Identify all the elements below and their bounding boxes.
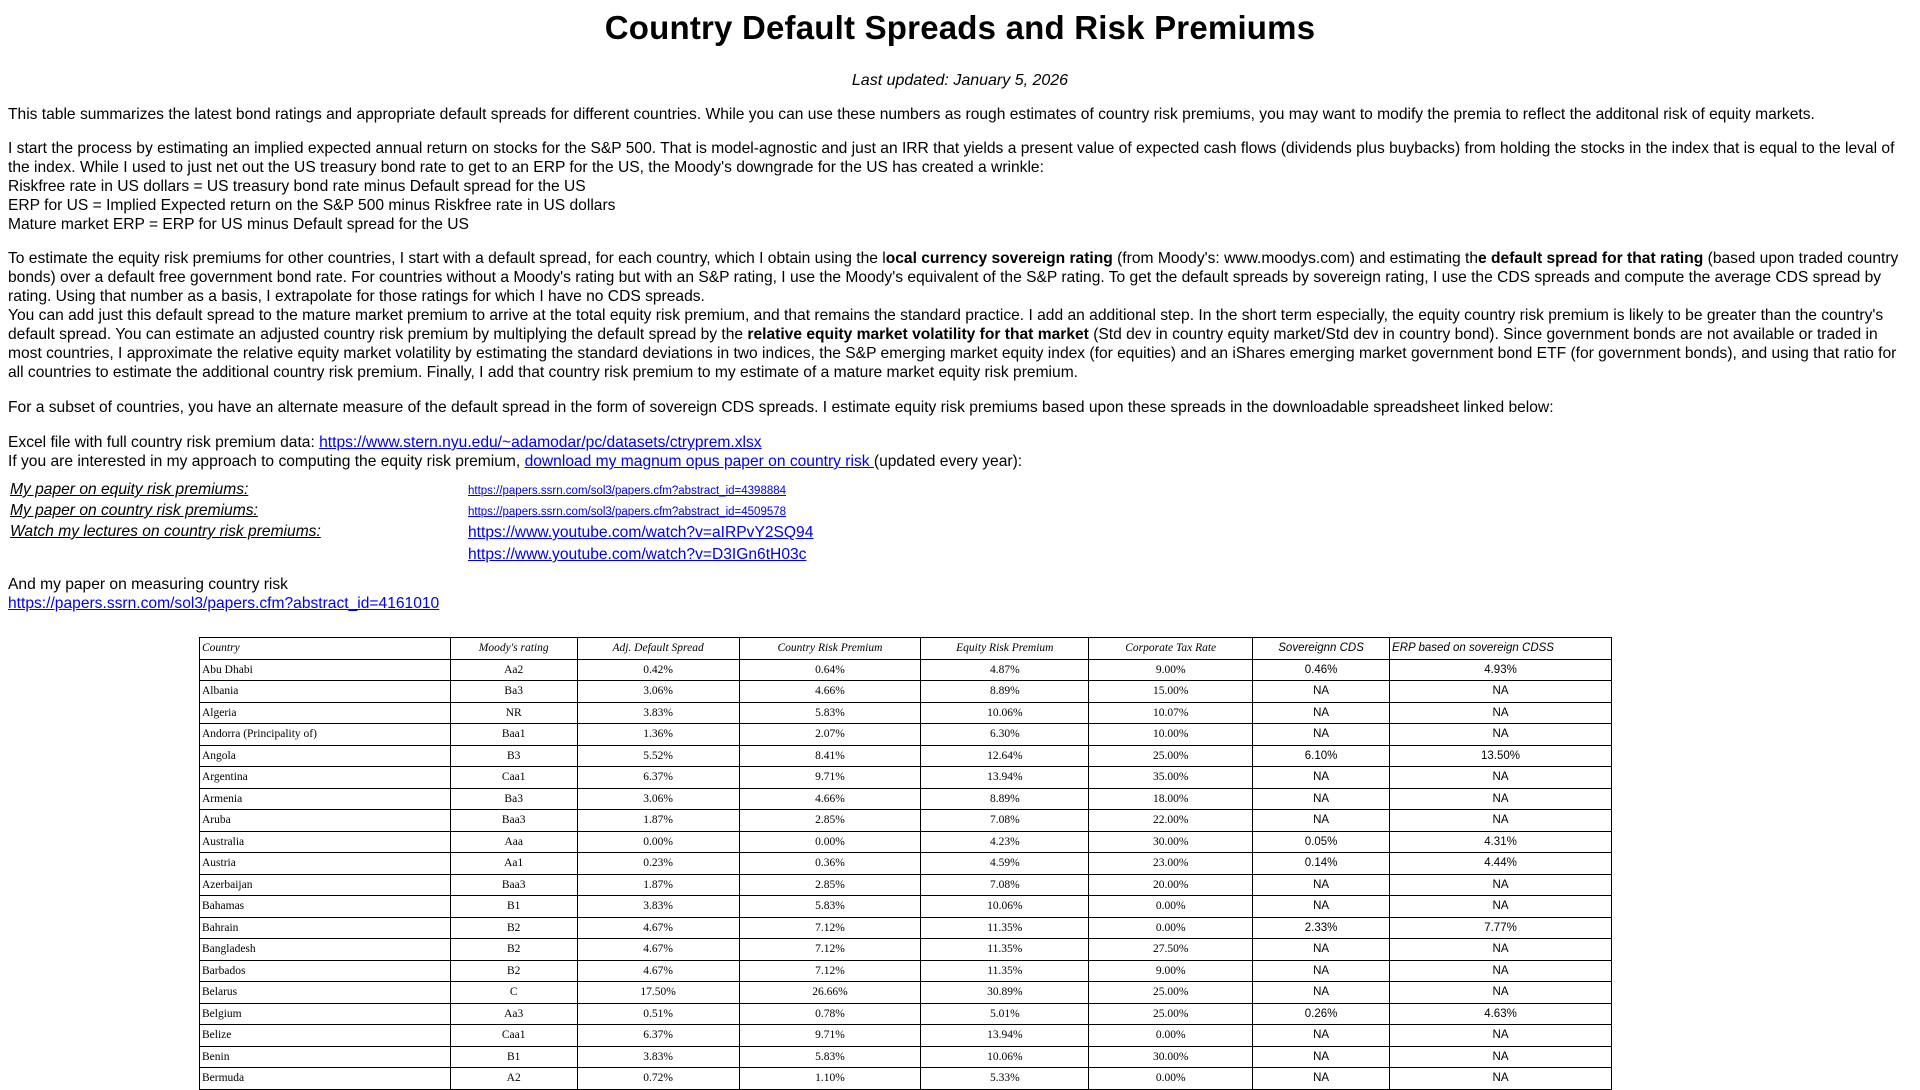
method-bold-rating: ocal currency sovereign rating — [885, 250, 1113, 267]
cell-tax-rate: 0.00% — [1089, 917, 1253, 939]
cell-erp-cds: NA — [1390, 982, 1612, 1004]
cell-rating: Aa3 — [450, 1003, 577, 1025]
cell-erp: 7.08% — [921, 874, 1089, 896]
cell-erp: 11.35% — [921, 960, 1089, 982]
cell-erp-cds: NA — [1390, 724, 1612, 746]
cell-sovereign-cds: NA — [1253, 960, 1390, 982]
cell-tax-rate: 27.50% — [1089, 939, 1253, 961]
header-moodys-rating: Moody's rating — [450, 638, 577, 660]
cell-tax-rate: 18.00% — [1089, 788, 1253, 810]
cell-sovereign-cds: 0.14% — [1253, 853, 1390, 875]
method-text-c: (from Moody's: www.moodys.com) and estimating th — [1112, 250, 1479, 267]
cell-erp-cds: NA — [1390, 939, 1612, 961]
approach-text: If you are interested in my approach to computing the equity risk premium, — [8, 453, 525, 470]
cell-rating: B3 — [450, 745, 577, 767]
cell-country: Albania — [200, 681, 451, 703]
cell-tax-rate: 25.00% — [1089, 745, 1253, 767]
header-sovereign-cds: Sovereignn CDS — [1253, 638, 1390, 660]
header-default-spread: Adj. Default Spread — [577, 638, 739, 660]
cell-default-spread: 3.06% — [577, 681, 739, 703]
erp-paper-link[interactable]: https://papers.ssrn.com/sol3/papers.cfm?abstract_id=4398884 — [468, 485, 787, 497]
table-row — [200, 1025, 1612, 1047]
cell-erp: 10.06% — [921, 1046, 1089, 1068]
cell-erp: 6.30% — [921, 724, 1089, 746]
cell-erp-cds: NA — [1390, 767, 1612, 789]
cell-crp: 9.71% — [739, 1025, 921, 1047]
cell-country: Algeria — [200, 702, 451, 724]
cell-crp: 7.12% — [739, 960, 921, 982]
page-title: Country Default Spreads and Risk Premiums — [604, 9, 1316, 46]
cell-erp: 7.08% — [921, 810, 1089, 832]
process-text: I start the process by estimating an implied expected annual return on stocks for the S&P 500. That is model-agnostic and just an IRR that yields a present value of expected cash flows (dividends plus buybacks) from holding the stocks in the index that is equal to the leval of the index. While I used to just net out the US treasury bond rate to get to an ERP for the US, the Moody's downgrade for the US has created a wrinkle: — [8, 140, 1895, 176]
cell-crp: 0.00% — [739, 831, 921, 853]
cell-rating: Ba3 — [450, 681, 577, 703]
cell-default-spread: 0.51% — [577, 1003, 739, 1025]
cell-country: Barbados — [200, 960, 451, 982]
cell-rating: Caa1 — [450, 1025, 577, 1047]
cell-erp-cds: NA — [1390, 681, 1612, 703]
cell-default-spread: 1.87% — [577, 874, 739, 896]
cell-erp: 8.89% — [921, 788, 1089, 810]
cell-rating: Baa1 — [450, 724, 577, 746]
cell-rating: B2 — [450, 939, 577, 961]
cell-erp-cds: 4.93% — [1390, 659, 1612, 681]
cell-tax-rate: 10.00% — [1089, 724, 1253, 746]
cell-default-spread: 0.72% — [577, 1068, 739, 1090]
cell-default-spread: 3.06% — [577, 788, 739, 810]
cell-country: Angola — [200, 745, 451, 767]
cell-crp: 5.83% — [739, 1046, 921, 1068]
cell-erp: 4.87% — [921, 659, 1089, 681]
cell-crp: 4.66% — [739, 681, 921, 703]
table-row — [200, 702, 1612, 724]
cell-rating: Baa3 — [450, 874, 577, 896]
cell-crp: 2.85% — [739, 874, 921, 896]
table-row — [200, 1003, 1612, 1025]
cell-country: Belgium — [200, 1003, 451, 1025]
cds-paragraph: For a subset of countries, you have an alternate measure of the default spread in the form of sovereign CDS spreads. I estimate equity risk premiums based upon these spreads in the downloadable spreadsheet linked below: — [8, 399, 1554, 416]
erp-us-formula: ERP for US = Implied Expected return on the S&P 500 minus Riskfree rate in US dollars — [8, 197, 616, 214]
cell-sovereign-cds: NA — [1253, 767, 1390, 789]
cell-erp-cds: NA — [1390, 788, 1612, 810]
cell-country: Abu Dhabi — [200, 659, 451, 681]
cell-rating: NR — [450, 702, 577, 724]
cell-erp: 4.23% — [921, 831, 1089, 853]
approach-suffix: (updated every year): — [873, 453, 1023, 470]
table-row — [200, 874, 1612, 896]
cell-country: Benin — [200, 1046, 451, 1068]
downloads-paragraph — [8, 433, 1912, 471]
cell-sovereign-cds: NA — [1253, 874, 1390, 896]
table-row — [200, 788, 1612, 810]
cell-erp: 8.89% — [921, 681, 1089, 703]
cell-default-spread: 0.23% — [577, 853, 739, 875]
header-country-risk-premium: Country Risk Premium — [739, 638, 921, 660]
cell-sovereign-cds: NA — [1253, 939, 1390, 961]
cell-crp: 26.66% — [739, 982, 921, 1004]
cell-erp: 13.94% — [921, 1025, 1089, 1047]
cell-default-spread: 0.00% — [577, 831, 739, 853]
cell-country: Andorra (Principality of) — [200, 724, 451, 746]
cell-tax-rate: 20.00% — [1089, 874, 1253, 896]
cell-erp: 4.59% — [921, 853, 1089, 875]
cell-crp: 0.36% — [739, 853, 921, 875]
cell-crp: 9.71% — [739, 767, 921, 789]
cell-country: Bermuda — [200, 1068, 451, 1090]
cell-tax-rate: 35.00% — [1089, 767, 1253, 789]
cell-tax-rate: 0.00% — [1089, 896, 1253, 918]
table-header-row — [200, 638, 1612, 660]
cell-erp: 11.35% — [921, 939, 1089, 961]
table-row — [200, 853, 1612, 875]
cell-default-spread: 1.36% — [577, 724, 739, 746]
cell-erp-cds: 7.77% — [1390, 917, 1612, 939]
cell-erp: 10.06% — [921, 896, 1089, 918]
cell-sovereign-cds: NA — [1253, 788, 1390, 810]
cell-default-spread: 6.37% — [577, 1025, 739, 1047]
cell-tax-rate: 22.00% — [1089, 810, 1253, 832]
cell-erp: 5.01% — [921, 1003, 1089, 1025]
cell-country: Austria — [200, 853, 451, 875]
cell-crp: 7.12% — [739, 917, 921, 939]
method-text-a: To estimate the equity risk premiums for other countries, I start with a default spread, for each country, which I obtain using the l — [8, 250, 886, 267]
crp-paper-link[interactable]: https://papers.ssrn.com/sol3/papers.cfm?abstract_id=4509578 — [468, 506, 787, 518]
cell-sovereign-cds: 0.05% — [1253, 831, 1390, 853]
cell-default-spread: 5.52% — [577, 745, 739, 767]
cell-rating: Aa1 — [450, 853, 577, 875]
cell-crp: 4.66% — [739, 788, 921, 810]
cell-sovereign-cds: 6.10% — [1253, 745, 1390, 767]
cell-erp-cds: NA — [1390, 702, 1612, 724]
table-row — [200, 810, 1612, 832]
cell-country: Aruba — [200, 810, 451, 832]
cell-sovereign-cds: NA — [1253, 724, 1390, 746]
table-row — [200, 659, 1612, 681]
cell-crp: 8.41% — [739, 745, 921, 767]
cell-tax-rate: 10.07% — [1089, 702, 1253, 724]
riskfree-formula: Riskfree rate in US dollars = US treasury bond rate minus Default spread for the US — [8, 178, 586, 195]
cell-tax-rate: 9.00% — [1089, 659, 1253, 681]
table-row — [200, 767, 1612, 789]
cell-default-spread: 6.37% — [577, 767, 739, 789]
cell-crp: 1.10% — [739, 1068, 921, 1090]
header-country: Country — [200, 638, 451, 660]
cell-rating: Caa1 — [450, 767, 577, 789]
cell-tax-rate: 25.00% — [1089, 982, 1253, 1004]
cell-sovereign-cds: NA — [1253, 982, 1390, 1004]
cell-erp-cds: NA — [1390, 1025, 1612, 1047]
country-risk-table — [199, 637, 1612, 1090]
cell-rating: B2 — [450, 960, 577, 982]
cell-default-spread: 3.83% — [577, 702, 739, 724]
cell-erp-cds: 4.44% — [1390, 853, 1612, 875]
cell-erp-cds: NA — [1390, 874, 1612, 896]
measure-paragraph — [8, 575, 1912, 613]
cell-default-spread: 3.83% — [577, 1046, 739, 1068]
cell-crp: 2.85% — [739, 810, 921, 832]
cell-default-spread: 17.50% — [577, 982, 739, 1004]
lecture-link-2[interactable]: https://www.youtube.com/watch?v=D3IGn6tH03c — [468, 546, 807, 563]
erp-paper-label: My paper on equity risk premiums: — [10, 481, 249, 498]
magnum-opus-link[interactable]: download my magnum opus paper on country risk — [524, 453, 874, 470]
cell-crp: 0.78% — [739, 1003, 921, 1025]
table-body — [200, 659, 1612, 1089]
cell-sovereign-cds: NA — [1253, 896, 1390, 918]
cell-tax-rate: 9.00% — [1089, 960, 1253, 982]
cell-erp-cds: 13.50% — [1390, 745, 1612, 767]
cell-erp-cds: 4.31% — [1390, 831, 1612, 853]
crp-paper-label: My paper on country risk premiums: — [10, 502, 258, 519]
cell-country: Belize — [200, 1025, 451, 1047]
page-content — [8, 0, 1912, 613]
last-updated: Last updated: January 5, 2026 — [851, 72, 1069, 89]
cell-default-spread: 0.42% — [577, 659, 739, 681]
method-text-f: You can add just this default spread to the mature market premium to arrive at the total equity risk premium, and that remains the standard practice. I add an additional step. In the short term especially, the equity country risk premium is likely to be greater than the country's default spread. You can estimate an adjusted country risk premium by multiplying the default spread by the — [8, 307, 1884, 343]
table-row — [200, 917, 1612, 939]
measure-paper-link[interactable]: https://papers.ssrn.com/sol3/papers.cfm?abstract_id=4161010 — [8, 595, 440, 612]
mature-erp-formula: Mature market ERP = ERP for US minus Default spread for the US — [8, 216, 469, 233]
cell-erp: 11.35% — [921, 917, 1089, 939]
cell-sovereign-cds: NA — [1253, 1068, 1390, 1090]
cell-country: Azerbaijan — [200, 874, 451, 896]
cell-rating: B2 — [450, 917, 577, 939]
lectures-label: Watch my lectures on country risk premiums: — [10, 523, 321, 540]
table-row — [200, 724, 1612, 746]
cell-country: Armenia — [200, 788, 451, 810]
excel-link[interactable]: https://www.stern.nyu.edu/~adamodar/pc/datasets/ctryprem.xlsx — [319, 434, 762, 451]
cell-tax-rate: 0.00% — [1089, 1025, 1253, 1047]
method-text-h: (Std dev in country equity market/Std dev in country bond). Since government bonds are not available or traded in most countries, I approximate the relative equity market volatility by estimating the standard deviations in two indices, the S&P emerging market equity index (for equities) and an iShares emerging market government bond ETF (for government bonds), and using that ratio for all countries to estimate the additional country risk premium. Finally, I add that country risk premium to my estimate of a mature market equity risk premium. — [8, 326, 1897, 381]
cell-country: Belarus — [200, 982, 451, 1004]
cell-tax-rate: 0.00% — [1089, 1068, 1253, 1090]
cell-tax-rate: 30.00% — [1089, 831, 1253, 853]
table-row — [200, 960, 1612, 982]
cell-erp-cds: NA — [1390, 810, 1612, 832]
cell-sovereign-cds: NA — [1253, 681, 1390, 703]
cell-sovereign-cds: 0.46% — [1253, 659, 1390, 681]
table-row — [200, 1068, 1612, 1090]
cell-rating: Ba3 — [450, 788, 577, 810]
table-row — [200, 745, 1612, 767]
cell-rating: B1 — [450, 896, 577, 918]
cell-crp: 5.83% — [739, 896, 921, 918]
cell-erp: 10.06% — [921, 702, 1089, 724]
cell-rating: C — [450, 982, 577, 1004]
cell-country: Bangladesh — [200, 939, 451, 961]
cell-crp: 7.12% — [739, 939, 921, 961]
table-row — [200, 681, 1612, 703]
cell-sovereign-cds: NA — [1253, 702, 1390, 724]
table-row — [200, 896, 1612, 918]
header-equity-risk-premium: Equity Risk Premium — [921, 638, 1089, 660]
cell-erp-cds: NA — [1390, 1046, 1612, 1068]
cell-sovereign-cds: NA — [1253, 1025, 1390, 1047]
cell-country: Australia — [200, 831, 451, 853]
cell-default-spread: 4.67% — [577, 939, 739, 961]
cell-tax-rate: 25.00% — [1089, 1003, 1253, 1025]
cell-sovereign-cds: 0.26% — [1253, 1003, 1390, 1025]
cell-rating: B1 — [450, 1046, 577, 1068]
cell-erp: 13.94% — [921, 767, 1089, 789]
table-row — [200, 982, 1612, 1004]
cell-erp-cds: NA — [1390, 896, 1612, 918]
intro-paragraph: This table summarizes the latest bond ratings and appropriate default spreads for different countries. While you can use these numbers as rough estimates of country risk premiums, you may want to modify the premia to reflect the additonal risk of equity markets. — [8, 106, 1815, 123]
cell-tax-rate: 30.00% — [1089, 1046, 1253, 1068]
cell-crp: 2.07% — [739, 724, 921, 746]
cell-default-spread: 1.87% — [577, 810, 739, 832]
header-tax-rate: Corporate Tax Rate — [1089, 638, 1253, 660]
cell-erp-cds: NA — [1390, 1068, 1612, 1090]
measure-text: And my paper on measuring country risk — [8, 576, 288, 593]
cell-crp: 0.64% — [739, 659, 921, 681]
cell-default-spread: 4.67% — [577, 960, 739, 982]
cell-country: Argentina — [200, 767, 451, 789]
lecture-link-1[interactable]: https://www.youtube.com/watch?v=aIRPvY2SQ94 — [468, 524, 814, 541]
cell-tax-rate: 23.00% — [1089, 853, 1253, 875]
process-paragraph — [8, 139, 1912, 234]
cell-tax-rate: 15.00% — [1089, 681, 1253, 703]
cell-erp-cds: NA — [1390, 960, 1612, 982]
cell-erp: 30.89% — [921, 982, 1089, 1004]
cell-sovereign-cds: NA — [1253, 810, 1390, 832]
method-bold-spread: e default spread for that rating — [1478, 250, 1704, 267]
cell-erp-cds: 4.63% — [1390, 1003, 1612, 1025]
cell-rating: Aa2 — [450, 659, 577, 681]
cell-rating: A2 — [450, 1068, 577, 1090]
cell-country: Bahamas — [200, 896, 451, 918]
cell-rating: Aaa — [450, 831, 577, 853]
excel-label: Excel file with full country risk premium data: — [8, 434, 320, 451]
header-erp-cds: ERP based on sovereign CDSS — [1390, 638, 1612, 660]
methodology-paragraph — [8, 249, 1912, 382]
paper-links-block — [8, 479, 1912, 565]
cell-rating: Baa3 — [450, 810, 577, 832]
table-row — [200, 831, 1612, 853]
cell-erp: 12.64% — [921, 745, 1089, 767]
table-row — [200, 939, 1612, 961]
table-row — [200, 1046, 1612, 1068]
cell-default-spread: 3.83% — [577, 896, 739, 918]
cell-country: Bahrain — [200, 917, 451, 939]
cell-erp: 5.33% — [921, 1068, 1089, 1090]
method-text-e: (based upon traded country bonds) over a default free government bond rate. For countries without a Moody's rating but with an S&P rating, I use the Moody's equivalent of the S&P rating. To get the default spreads by sovereign rating, I use the CDS spreads and compute the average CDS spread by rating. Using that number as a basis, I extrapolate for those ratings for which I have no CDS spreads. — [8, 250, 1899, 305]
cell-sovereign-cds: 2.33% — [1253, 917, 1390, 939]
cell-default-spread: 4.67% — [577, 917, 739, 939]
cell-crp: 5.83% — [739, 702, 921, 724]
cell-sovereign-cds: NA — [1253, 1046, 1390, 1068]
method-bold-volatility: relative equity market volatility for that market — [747, 326, 1089, 343]
